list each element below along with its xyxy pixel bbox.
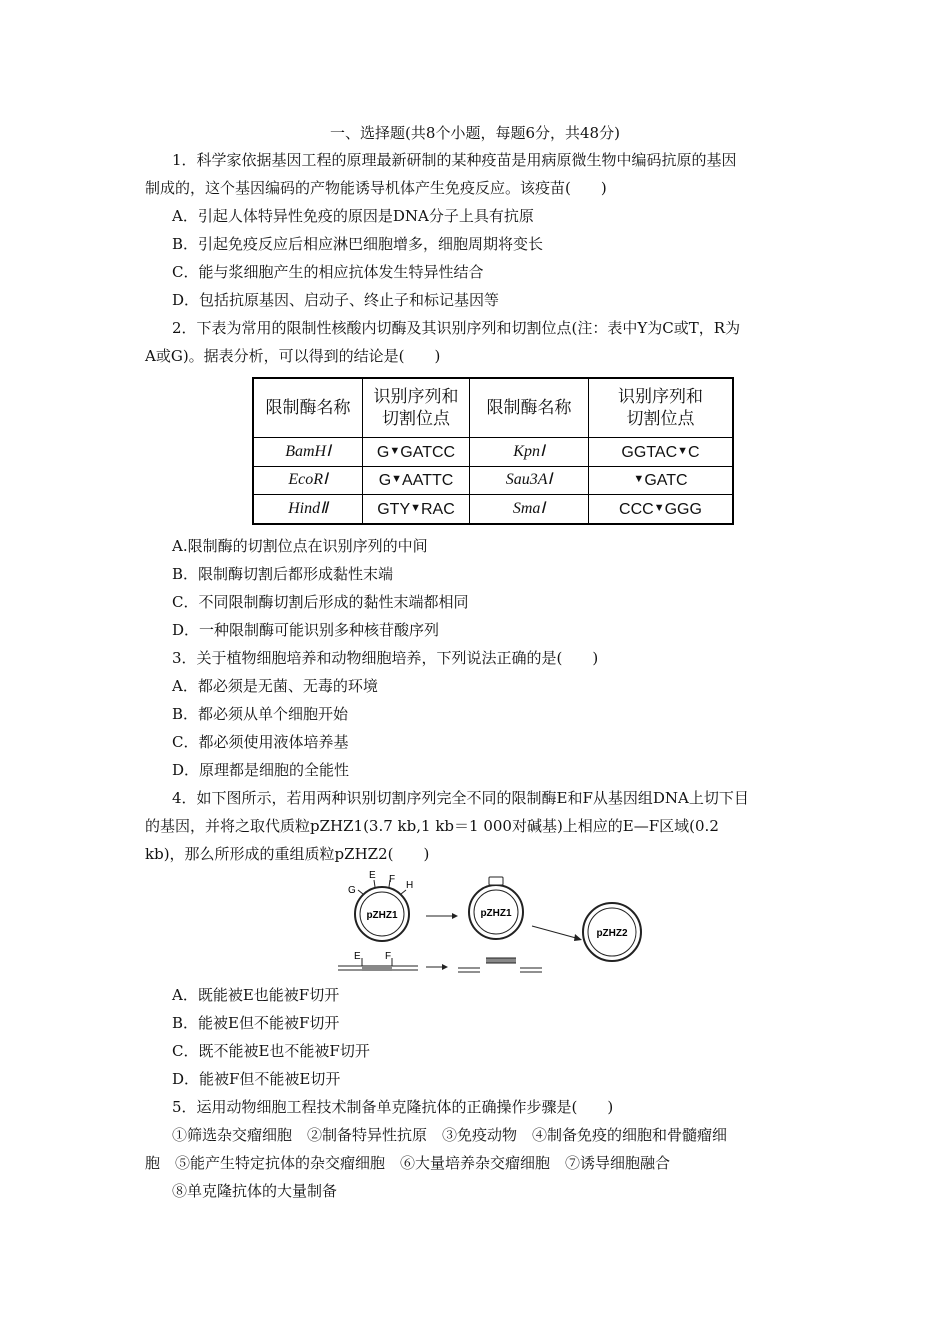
plasmid2-diagram xyxy=(580,900,644,964)
enzyme-name: Sau3AⅠ xyxy=(470,466,589,495)
site-h-label: H xyxy=(406,880,414,891)
recognition-sequence: ▼GATC xyxy=(589,466,734,495)
q1-stem-line1: 1．科学家依据基因工程的原理最新研制的某种疫苗是用病原微生物中编码抗原的基因 xyxy=(172,151,737,169)
q5-steps-line1: ①筛选杂交瘤细胞 ②制备特异性抗原 ③免疫动物 ④制备免疫的细胞和骨髓瘤细 xyxy=(172,1126,728,1144)
cut-arrow-icon: ▼ xyxy=(410,502,421,515)
table-row xyxy=(253,438,733,467)
enzyme-name: HindⅡ xyxy=(253,495,363,524)
step-arrow-2 xyxy=(532,926,576,938)
site-e-label: E xyxy=(369,870,376,881)
q1-option-c: C．能与浆细胞产生的相应抗体发生特异性结合 xyxy=(172,263,484,281)
table-row xyxy=(253,466,733,495)
q5-steps-line2: 胞 ⑤能产生特定抗体的杂交瘤细胞 ⑥大量培养杂交瘤细胞 ⑦诱导细胞融合 xyxy=(145,1154,671,1172)
plasmid2-label: pZHZ2 xyxy=(596,928,628,939)
q1-option-b: B．引起免疫反应后相应淋巴细胞增多，细胞周期将变长 xyxy=(172,235,544,253)
site-g-label: G xyxy=(348,885,356,896)
cut-arrow-icon: ▼ xyxy=(391,473,403,486)
recognition-sequence: G▼AATTC xyxy=(363,466,470,495)
q2-option-a: A.限制酶的切割位点在识别序列的中间 xyxy=(172,537,428,555)
q3-option-d: D．原理都是细胞的全能性 xyxy=(172,761,350,779)
q4-option-c: C．既不能被E也不能被F切开 xyxy=(172,1042,370,1060)
cut-arrow-icon: ▼ xyxy=(677,444,689,457)
q1-option-a: A．引起人体特异性免疫的原因是DNA分子上具有抗原 xyxy=(172,207,534,225)
arrow-head-icon xyxy=(452,913,458,919)
enzyme-name: BamHⅠ xyxy=(253,438,363,467)
plasmid1-label: pZHZ1 xyxy=(366,910,398,921)
table-header-row xyxy=(253,378,733,438)
cut-gap-box xyxy=(489,877,503,885)
q3-option-a: A．都必须是无菌、无毒的环境 xyxy=(172,677,378,695)
site-f-label: F xyxy=(389,874,396,885)
cut-arrow-icon: ▼ xyxy=(389,444,401,457)
cut-arrow-icon: ▼ xyxy=(633,473,645,486)
enzyme-name: KpnⅠ xyxy=(470,438,589,467)
q4-option-a: A．既能被E也能被F切开 xyxy=(172,986,340,1004)
recognition-sequence: GTY▼RAC xyxy=(363,495,470,524)
dna-site-f-label: F xyxy=(385,951,392,962)
q1-stem-line2: 制成的，这个基因编码的产物能诱导机体产生免疫反应。该疫苗( ) xyxy=(145,179,607,197)
cut-arrow-icon: ▼ xyxy=(653,502,665,515)
q3-option-b: B．都必须从单个细胞开始 xyxy=(172,705,349,723)
q3-option-c: C．都必须使用液体培养基 xyxy=(172,733,349,751)
site-g-marker xyxy=(358,890,363,894)
enzyme-table xyxy=(252,377,734,525)
q4-option-b: B．能被E但不能被F切开 xyxy=(172,1014,340,1032)
site-e-marker xyxy=(374,880,375,887)
header-enzyme-name-1: 限制酶名称 xyxy=(253,378,363,438)
q5-steps-line3: ⑧单克隆抗体的大量制备 xyxy=(172,1182,338,1200)
recognition-sequence: CCC▼GGG xyxy=(589,495,734,524)
header-sequence-1: 识别序列和 切割位点 xyxy=(363,378,470,438)
arrow-head-icon xyxy=(442,964,448,970)
q4-stem-line1: 4．如下图所示，若用两种识别切割序列完全不同的限制酶E和F从基因组DNA上切下目 xyxy=(172,789,749,807)
q3-stem: 3．关于植物细胞培养和动物细胞培养，下列说法正确的是( ) xyxy=(172,649,599,667)
recognition-sequence: G▼GATCC xyxy=(363,438,470,467)
excised-gene-segment xyxy=(486,958,516,963)
q2-stem-line2: A或G)。据表分析，可以得到的结论是( ) xyxy=(145,347,441,365)
table-row xyxy=(253,495,733,524)
enzyme-name: EcoRⅠ xyxy=(253,466,363,495)
q2-option-c: C．不同限制酶切割后形成的黏性末端都相同 xyxy=(172,593,469,611)
q2-stem-line1: 2．下表为常用的限制性核酸内切酶及其识别序列和切割位点(注：表中Y为C或T，R为 xyxy=(172,319,741,337)
header-sequence-2: 识别序列和 切割位点 xyxy=(589,378,734,438)
plasmid1-cut-label: pZHZ1 xyxy=(480,908,512,919)
dna-site-e-label: E xyxy=(354,951,361,962)
q4-option-d: D．能被F但不能被E切开 xyxy=(172,1070,341,1088)
enzyme-name: SmaⅠ xyxy=(470,495,589,524)
q1-option-d: D．包括抗原基因、启动子、终止子和标记基因等 xyxy=(172,291,500,309)
header-enzyme-name-2: 限制酶名称 xyxy=(470,378,589,438)
q4-stem-line3: kb)，那么所形成的重组质粒pZHZ2( ) xyxy=(145,845,430,863)
q2-option-d: D．一种限制酶可能识别多种核苷酸序列 xyxy=(172,621,440,639)
section-title: 一、选择题(共8个小题，每题6分，共48分) xyxy=(330,124,620,142)
q4-stem-line2: 的基因，并将之取代质粒pZHZ1(3.7 kb,1 kb＝1 000对碱基)上相应的E—F区域(0.2 xyxy=(145,817,719,835)
q5-stem: 5．运用动物细胞工程技术制备单克隆抗体的正确操作步骤是( ) xyxy=(172,1098,614,1116)
recognition-sequence: GGTAC▼C xyxy=(589,438,734,467)
q2-option-b: B．限制酶切割后都形成黏性末端 xyxy=(172,565,394,583)
target-gene-segment xyxy=(362,965,392,971)
